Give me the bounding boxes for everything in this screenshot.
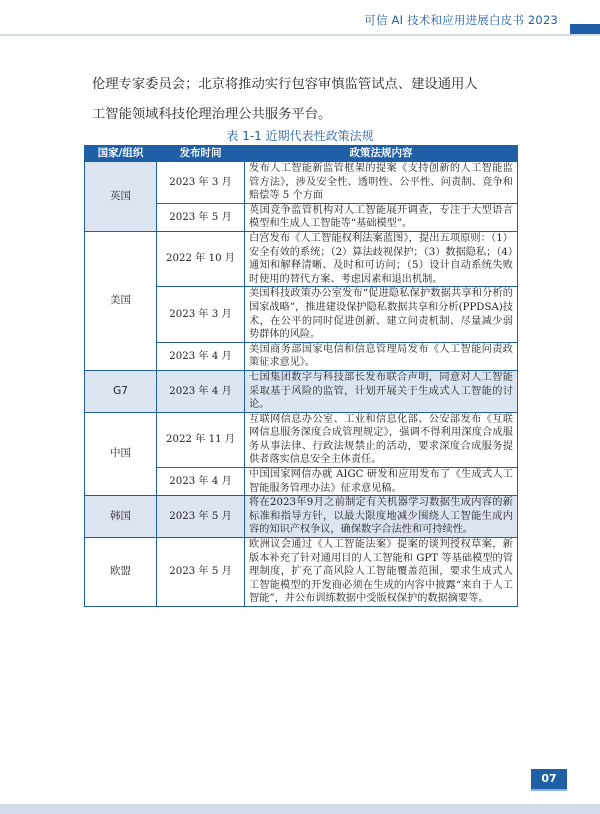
time-cell: 2022 年 11 月 [157,412,245,467]
time-cell: 2023 年 4 月 [157,370,245,412]
content-cell: 将在2023年9月之前制定有关机器学习数据生成内容的新标准和指导方针，以最大限度地减少围绕人工智能生成内容的知识产权争议，确保数字合法性和可持续性。 [245,496,518,538]
time-cell: 2023 年 5 月 [157,496,245,538]
content-cell: 发布人工智能新监管框架的提案《支持创新的人工智能监管方法》，涉及安全性、透明性、公平性、问责制、竞争和赔偿等 5 个方面 [245,162,518,204]
table-row [85,370,518,412]
content-cell: 英国竞争监管机构对人工智能展开调查，专注于大型语言模型和生成人工智能等“基础模型”。 [245,203,518,231]
content-cell: 互联网信息办公室、工业和信息化部、公安部发布《互联网信息服务深度合成管理规定》，强调不得利用深度合成服务从事法律、行政法规禁止的活动，要求深度合成服务提供者落实信息安全主体责任。 [245,412,518,467]
country-cell: 英国 [85,162,157,232]
country-cell: 韩国 [85,496,157,538]
time-cell: 2023 年 5 月 [157,203,245,231]
page-number-underline [531,789,567,791]
time-cell: 2023 年 4 月 [157,468,245,496]
footer-bar [0,804,600,814]
country-cell: 美国 [85,231,157,370]
time-cell: 2023 年 3 月 [157,287,245,342]
intro-line-1: 伦理专家委员会；北京将推动实行包容审慎监管试点、建设通用人 [92,77,478,92]
running-header: 可信 AI 技术和应用进展白皮书 2023 [364,13,558,27]
header-content: 政策法规内容 [245,146,518,162]
intro-paragraph [92,70,512,130]
content-cell: 美国科技政策办公室发布“促进隐私保护数据共享和分析的国家战略”，推进建设保护隐私数据共享和分析(PPDSA)技术，在公平的同时促进创新、建立问责机制、尽量减少弱势群体的风险。 [245,287,518,342]
policy-table [84,145,518,607]
content-cell: 欧洲议会通过《人工智能法案》提案的谈判授权草案，新版本补充了针对通用目的人工智能和 GPT 等基础模型的管理制度，扩充了高风险人工智能覆盖范围，要求生成式人工智能模型的开发商必须在生成的内容中披露“来自于人工智能”，并公布训练数据中受版权保护的数据摘要等。 [245,538,518,607]
content-cell: 七国集团数字与科技部长发布联合声明，同意对人工智能采取基于风险的监管，计划开展关于生成式人工智能的讨论。 [245,370,518,412]
content-cell: 中国国家网信办就 AIGC 研发和应用发布了《生成式人工智能服务管理办法》征求意见稿。 [245,468,518,496]
content-cell: 美国商务部国家电信和信息管理局发布《人工智能问责政策征求意见》。 [245,342,518,370]
time-cell: 2023 年 3 月 [157,162,245,204]
country-cell: 中国 [85,412,157,496]
table-row [85,496,518,538]
header-time: 发布时间 [157,146,245,162]
country-cell: 欧盟 [85,538,157,607]
time-cell: 2023 年 5 月 [157,538,245,607]
table-header-row [85,146,518,162]
header-divider [0,34,600,36]
table-row [85,231,518,286]
time-cell: 2022 年 10 月 [157,231,245,286]
table-row [85,538,518,607]
country-cell: G7 [85,370,157,412]
page-number: 07 [531,769,567,789]
intro-line-2: 工智能领域科技伦理治理公共服务平台。 [92,107,332,122]
time-cell: 2023 年 4 月 [157,342,245,370]
header-country: 国家/组织 [85,146,157,162]
content-cell: 白宫发布《人工智能权利法案蓝图》，提出五项原则：（1）安全有效的系统；（2）算法歧视保护；（3）数据隐私；（4）通知和解释清晰、及时和可访问；（5）设计自动系统失败时使用的替代方案、考虑因素和退出机制。 [245,231,518,286]
table-row [85,412,518,467]
table-row [85,162,518,204]
table-caption: 表 1-1 近期代表性政策法规 [226,129,374,143]
